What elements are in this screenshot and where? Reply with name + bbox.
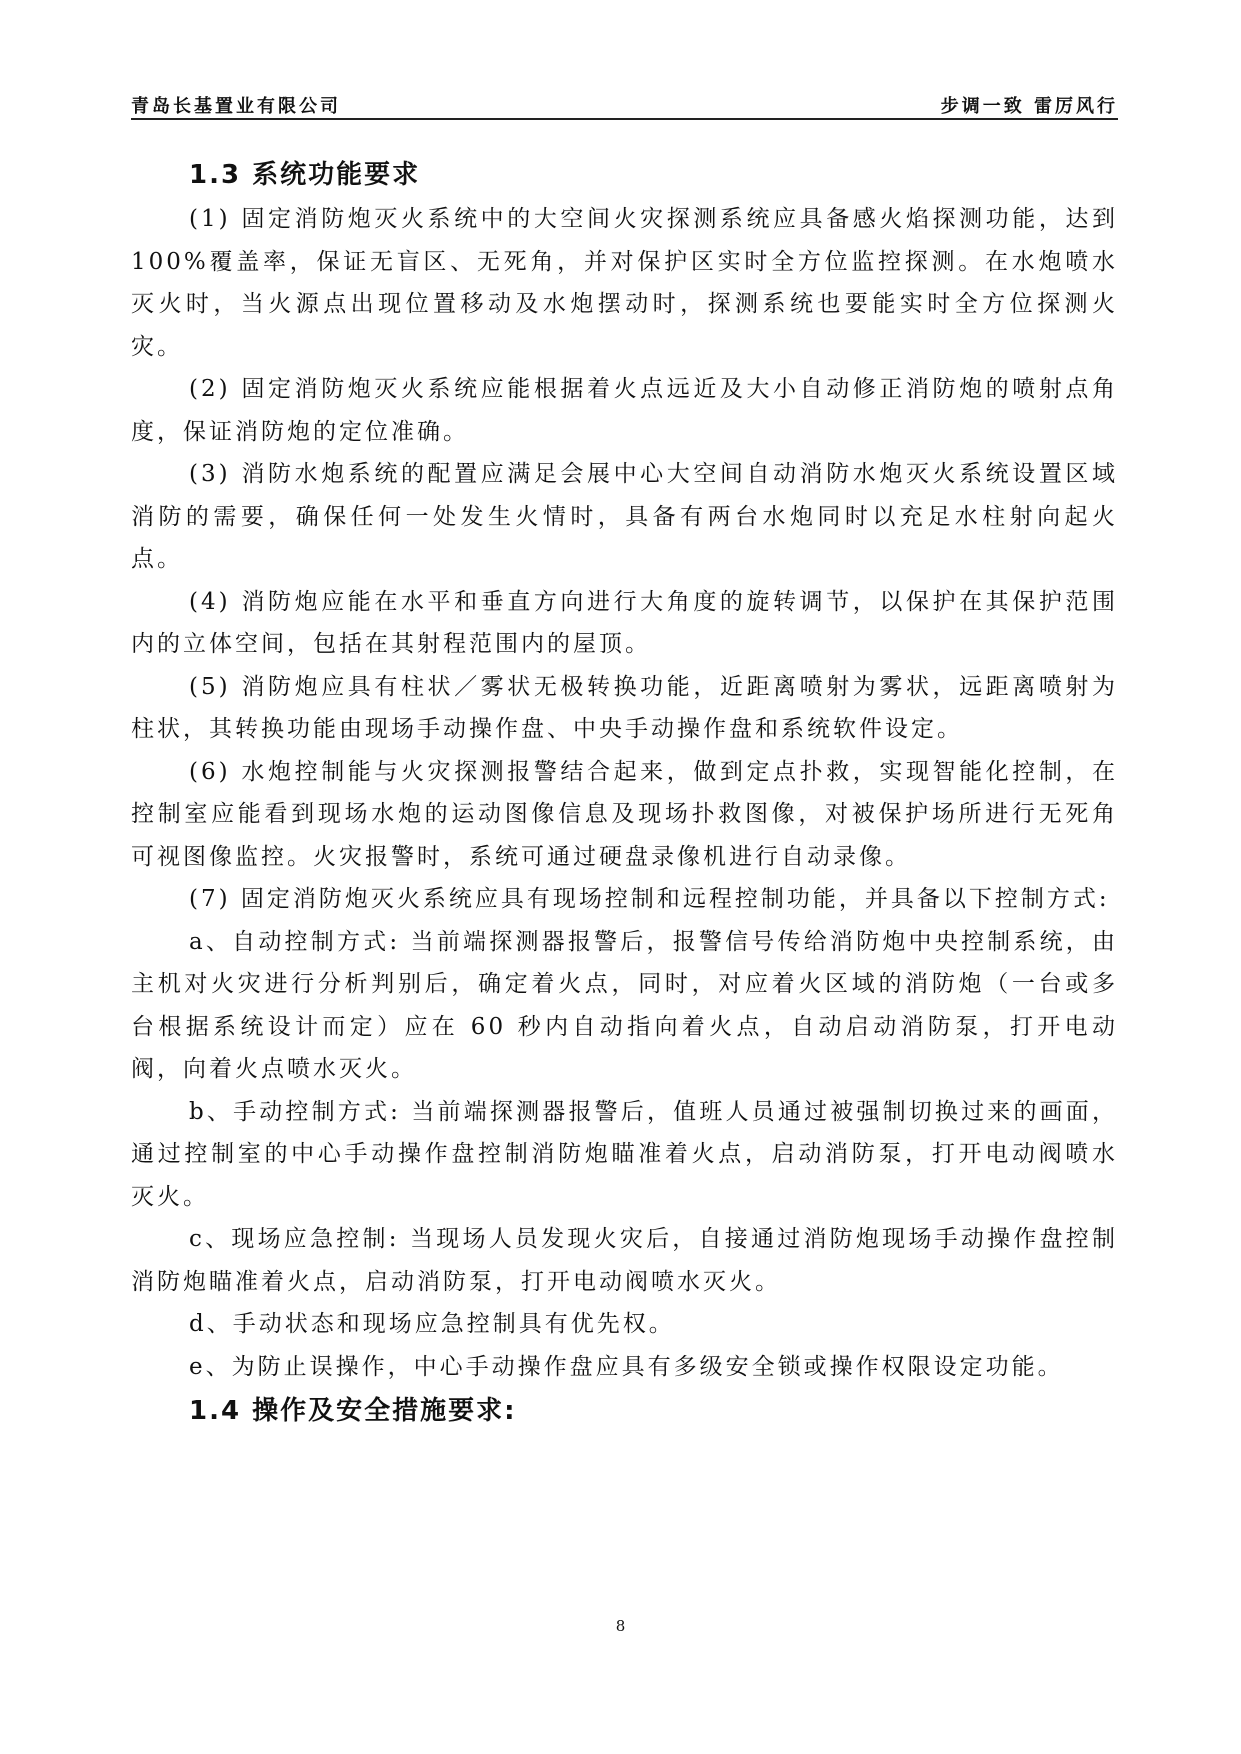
paragraph-item-1: (1) 固定消防炮灭火系统中的大空间火灾探测系统应具备感火焰探测功能，达到 100%覆盖率，保证无盲区、无死角，并对保护区实时全方位监控探测。在水炮喷水灭火时，当火源点出现位置移动及水炮摆动时，探测系统也要能实时全方位探测火灾。 [131,206,1118,360]
paragraph-item-3: (3) 消防水炮系统的配置应满足会展中心大空间自动消防水炮灭火系统设置区域消防的需要，确保任何一处发生火情时，具备有两台水炮同时以充足水柱射向起火点。 [131,461,1118,572]
paragraph-item-5: (5) 消防炮应具有柱状／雾状无极转换功能，近距离喷射为雾状，远距离喷射为柱状，其转换功能由现场手动操作盘、中央手动操作盘和系统软件设定。 [131,673,1118,742]
company-slogan: 步调一致 雷厉风行 [940,96,1118,117]
page-number: 8 [615,1617,626,1635]
section-heading-1-4: 1.4 操作及安全措施要求: [189,1396,517,1426]
paragraph-item-4: (4) 消防炮应能在水平和垂直方向进行大角度的旋转调节，以保护在其保护范围内的立体空间，包括在其射程范围内的屋顶。 [131,588,1118,657]
paragraph-item-7: (7) 固定消防炮灭火系统应具有现场控制和远程控制功能，并具备以下控制方式: [189,886,1110,912]
paragraph-mode-e: e、为防止误操作，中心手动操作盘应具有多级安全锁或操作权限设定功能。 [189,1353,1064,1380]
paragraph-mode-d: d、手动状态和现场应急控制具有优先权。 [189,1311,675,1337]
paragraph-item-2: (2) 固定消防炮灭火系统应能根据着火点远近及大小自动修正消防炮的喷射点角度，保证消防炮的定位准确。 [131,376,1118,445]
paragraph-mode-c: c、现场应急控制: 当现场人员发现火灾后，自接通过消防炮现场手动操作盘控制消防炮瞄准着火点，启动消防泵，打开电动阀喷水灭火。 [131,1226,1118,1295]
section-heading-1-3: 1.3 系统功能要求 [189,160,421,190]
page-header [131,88,1118,120]
paragraph-mode-b: b、手动控制方式: 当前端探测器报警后，值班人员通过被强制切换过来的画面，通过控制室的中心手动操作盘控制消防炮瞄准着火点，启动消防泵，打开电动阀喷水灭火。 [131,1098,1118,1210]
paragraph-mode-a: a、自动控制方式: 当前端探测器报警后，报警信号传给消防炮中央控制系统，由主机对火灾进行分析判别后，确定着火点，同时，对应着火区域的消防炮（一台或多台根据系统设计而定）应在 60 秒内自动指向着火点，自动启动消防泵，打开电动阀，向着火点喷水灭火。 [131,928,1118,1082]
document-body [131,152,1118,1612]
paragraph-item-6: (6) 水炮控制能与火灾探测报警结合起来，做到定点扑救，实现智能化控制，在控制室应能看到现场水炮的运动图像信息及现场扑救图像，对被保护场所进行无死角可视图像监控。火灾报警时，系统可通过硬盘录像机进行自动录像。 [131,758,1118,870]
company-name: 青岛长基置业有限公司 [131,96,341,117]
